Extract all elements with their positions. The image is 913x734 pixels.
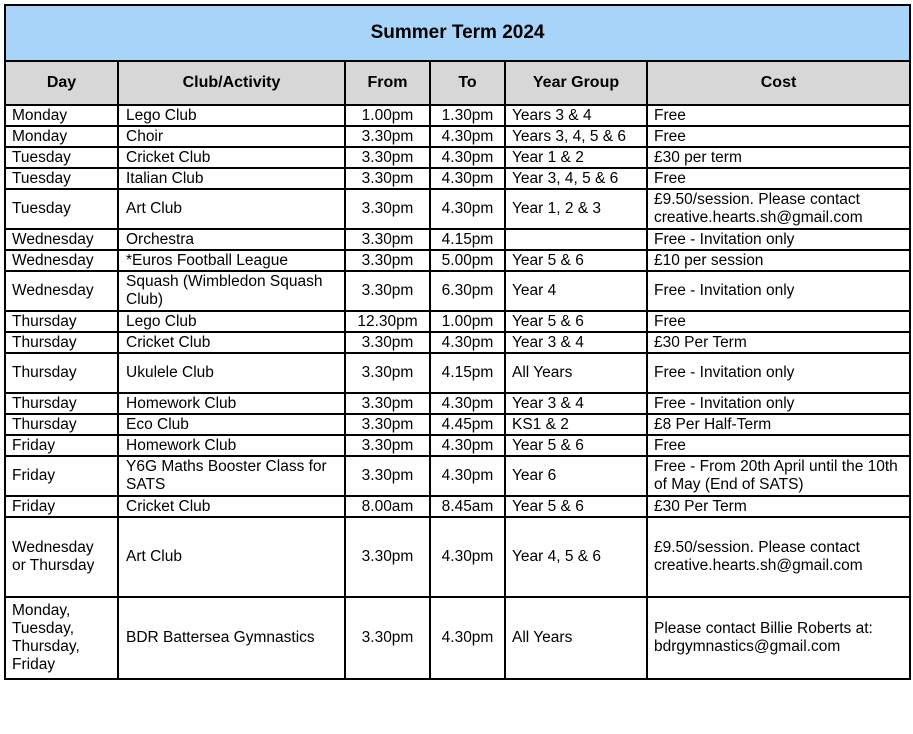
- cell-year-group: All Years: [505, 353, 647, 393]
- cell-cost: £30 Per Term: [647, 496, 910, 517]
- cell-year-group: Year 6: [505, 456, 647, 496]
- cell-from: 3.30pm: [345, 435, 430, 456]
- table-row: [5, 229, 910, 250]
- cell-activity: Cricket Club: [118, 496, 345, 517]
- table-row: [5, 496, 910, 517]
- cell-year-group: Year 1 & 2: [505, 147, 647, 168]
- cell-activity: Art Club: [118, 517, 345, 597]
- cell-activity: Art Club: [118, 189, 345, 229]
- cell-activity: Cricket Club: [118, 332, 345, 353]
- cell-to: 8.45am: [430, 496, 505, 517]
- table-row: [5, 189, 910, 229]
- table-row: [5, 353, 910, 393]
- cell-cost: £9.50/session. Please contact creative.hearts.sh@gmail.com: [647, 517, 910, 597]
- cell-year-group: Year 5 & 6: [505, 250, 647, 271]
- cell-to: 4.30pm: [430, 393, 505, 414]
- cell-day: Thursday: [5, 393, 118, 414]
- cell-year-group: Year 3 & 4: [505, 393, 647, 414]
- cell-year-group: Year 3, 4, 5 & 6: [505, 168, 647, 189]
- table-row: [5, 311, 910, 332]
- cell-year-group: Years 3, 4, 5 & 6: [505, 126, 647, 147]
- cell-day: Wednesday: [5, 250, 118, 271]
- cell-from: 3.30pm: [345, 168, 430, 189]
- cell-day: Tuesday: [5, 147, 118, 168]
- cell-activity: BDR Battersea Gymnastics: [118, 597, 345, 679]
- cell-from: 3.30pm: [345, 271, 430, 311]
- cell-activity: Eco Club: [118, 414, 345, 435]
- cell-from: 12.30pm: [345, 311, 430, 332]
- cell-cost: £30 per term: [647, 147, 910, 168]
- cell-to: 4.30pm: [430, 189, 505, 229]
- cell-activity: Cricket Club: [118, 147, 345, 168]
- cell-from: 3.30pm: [345, 332, 430, 353]
- cell-from: 3.30pm: [345, 393, 430, 414]
- cell-to: 4.30pm: [430, 126, 505, 147]
- cell-to: 4.30pm: [430, 597, 505, 679]
- cell-year-group: Year 5 & 6: [505, 311, 647, 332]
- cell-cost: £30 Per Term: [647, 332, 910, 353]
- cell-from: 3.30pm: [345, 597, 430, 679]
- table-row: [5, 271, 910, 311]
- cell-from: 3.30pm: [345, 229, 430, 250]
- cell-day: Wednesday or Thursday: [5, 517, 118, 597]
- table-row: [5, 105, 910, 126]
- cell-to: 4.30pm: [430, 147, 505, 168]
- cell-to: 1.00pm: [430, 311, 505, 332]
- cell-day: Tuesday: [5, 189, 118, 229]
- cell-from: 3.30pm: [345, 189, 430, 229]
- clubs-table: [4, 4, 911, 680]
- cell-day: Monday: [5, 105, 118, 126]
- table-body: [5, 105, 910, 679]
- cell-cost: Free: [647, 105, 910, 126]
- cell-cost: Free: [647, 126, 910, 147]
- table-row: [5, 597, 910, 679]
- cell-year-group: Year 5 & 6: [505, 435, 647, 456]
- cell-day: Tuesday: [5, 168, 118, 189]
- cell-from: 3.30pm: [345, 456, 430, 496]
- cell-cost: Free - Invitation only: [647, 393, 910, 414]
- table-title: Summer Term 2024: [5, 5, 910, 61]
- table-row: [5, 393, 910, 414]
- cell-to: 6.30pm: [430, 271, 505, 311]
- cell-day: Friday: [5, 496, 118, 517]
- cell-day: Thursday: [5, 332, 118, 353]
- cell-year-group: All Years: [505, 597, 647, 679]
- header-cost: Cost: [647, 61, 910, 105]
- cell-day: Thursday: [5, 353, 118, 393]
- header-from: From: [345, 61, 430, 105]
- cell-day: Thursday: [5, 311, 118, 332]
- cell-cost: Free - Invitation only: [647, 353, 910, 393]
- table-row: [5, 435, 910, 456]
- cell-to: 4.15pm: [430, 229, 505, 250]
- cell-to: 5.00pm: [430, 250, 505, 271]
- header-activity: Club/Activity: [118, 61, 345, 105]
- cell-cost: Please contact Billie Roberts at: bdrgymnastics@gmail.com: [647, 597, 910, 679]
- cell-activity: Lego Club: [118, 311, 345, 332]
- table-row: [5, 332, 910, 353]
- header-day: Day: [5, 61, 118, 105]
- cell-to: 4.15pm: [430, 353, 505, 393]
- cell-from: 8.00am: [345, 496, 430, 517]
- cell-activity: Orchestra: [118, 229, 345, 250]
- cell-cost: £9.50/session. Please contact creative.hearts.sh@gmail.com: [647, 189, 910, 229]
- cell-from: 3.30pm: [345, 517, 430, 597]
- cell-activity: Choir: [118, 126, 345, 147]
- cell-day: Wednesday: [5, 271, 118, 311]
- cell-to: 1.30pm: [430, 105, 505, 126]
- cell-activity: Y6G Maths Booster Class for SATS: [118, 456, 345, 496]
- cell-year-group: Year 3 & 4: [505, 332, 647, 353]
- cell-to: 4.30pm: [430, 435, 505, 456]
- cell-to: 4.30pm: [430, 517, 505, 597]
- cell-cost: Free: [647, 168, 910, 189]
- table-row: [5, 250, 910, 271]
- header-year-group: Year Group: [505, 61, 647, 105]
- cell-cost: Free - Invitation only: [647, 229, 910, 250]
- cell-year-group: KS1 & 2: [505, 414, 647, 435]
- cell-activity: Lego Club: [118, 105, 345, 126]
- table-row: [5, 456, 910, 496]
- cell-to: 4.30pm: [430, 456, 505, 496]
- cell-to: 4.45pm: [430, 414, 505, 435]
- cell-cost: Free - From 20th April until the 10th of May (End of SATS): [647, 456, 910, 496]
- cell-from: 3.30pm: [345, 250, 430, 271]
- cell-to: 4.30pm: [430, 332, 505, 353]
- timetable-container: [4, 4, 909, 680]
- cell-cost: £10 per session: [647, 250, 910, 271]
- cell-activity: Ukulele Club: [118, 353, 345, 393]
- cell-year-group: Year 1, 2 & 3: [505, 189, 647, 229]
- cell-to: 4.30pm: [430, 168, 505, 189]
- cell-activity: Homework Club: [118, 435, 345, 456]
- header-to: To: [430, 61, 505, 105]
- table-row: [5, 517, 910, 597]
- cell-day: Friday: [5, 435, 118, 456]
- cell-activity: Homework Club: [118, 393, 345, 414]
- cell-activity: *Euros Football League: [118, 250, 345, 271]
- cell-year-group: [505, 229, 647, 250]
- cell-cost: Free - Invitation only: [647, 271, 910, 311]
- cell-cost: Free: [647, 311, 910, 332]
- cell-activity: Italian Club: [118, 168, 345, 189]
- cell-activity: Squash (Wimbledon Squash Club): [118, 271, 345, 311]
- cell-day: Thursday: [5, 414, 118, 435]
- cell-from: 3.30pm: [345, 414, 430, 435]
- cell-from: 1.00pm: [345, 105, 430, 126]
- cell-from: 3.30pm: [345, 353, 430, 393]
- cell-day: Monday: [5, 126, 118, 147]
- cell-year-group: Year 5 & 6: [505, 496, 647, 517]
- cell-cost: £8 Per Half-Term: [647, 414, 910, 435]
- cell-day: Monday, Tuesday, Thursday, Friday: [5, 597, 118, 679]
- cell-cost: Free: [647, 435, 910, 456]
- cell-from: 3.30pm: [345, 126, 430, 147]
- cell-year-group: Years 3 & 4: [505, 105, 647, 126]
- table-row: [5, 126, 910, 147]
- table-row: [5, 147, 910, 168]
- table-row: [5, 168, 910, 189]
- cell-day: Friday: [5, 456, 118, 496]
- cell-day: Wednesday: [5, 229, 118, 250]
- table-row: [5, 414, 910, 435]
- cell-year-group: Year 4, 5 & 6: [505, 517, 647, 597]
- cell-from: 3.30pm: [345, 147, 430, 168]
- cell-year-group: Year 4: [505, 271, 647, 311]
